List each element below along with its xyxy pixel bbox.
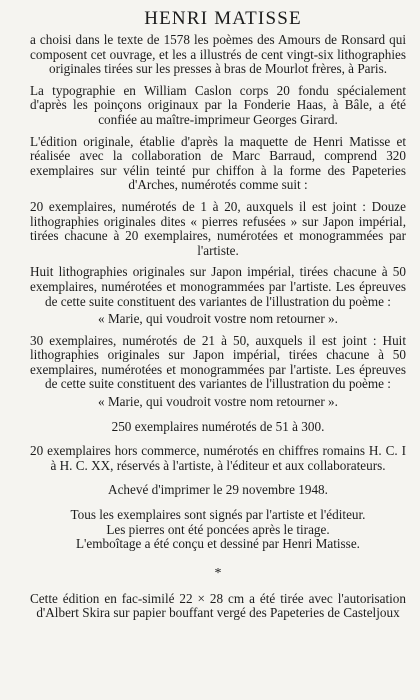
page-title: HENRI MATISSE [144,8,302,29]
printing-date: Achevé d'imprimer le 29 novembre 1948. [108,482,328,498]
signature-note: Tous les exemplaires sont signés par l'artiste et l'éditeur. [70,507,366,523]
paragraph-copies-51-300: 250 exemplaires numérotés de 51 à 300. [111,418,325,434]
facsimile-note: Cette édition en fac-similé 22 × 28 cm a été tirée avec l'autorisation d'Albert Skira sur papier bouffant vergé des Papeteries de Casteljoux [30,590,406,621]
slipcase-note: L'emboîtage a été conçu et dessiné par Henri Matisse. [76,536,360,552]
paragraph-hors-commerce: 20 exemplaires hors commerce, numérotés en chiffres romains H. C. I à H. C. XX, réservés à l'artiste, à l'éditeur et aux collaborateurs. [30,443,406,473]
paragraph-copies-1-20: 20 exemplaires, numérotés de 1 à 20, auxquels il est joint : Douze lithographies originales dites « pierres refusées » sur Japon impérial, tirées chacune à 20 exemplaires, numérotées et monogrammées par l'artiste. [30,198,406,258]
paragraph-original-edition: L'édition originale, établie d'après la maquette de Henri Matisse et réalisée avec la collaboration de Marc Barraud, comprend 320 exemplaires sur vélin teinté pur chiffon à la forme des Papeteries d'Arches, numérotés comme suit : [30,133,406,193]
stones-note: Les pierres ont été poncées après le tirage. [106,521,330,537]
separator-asterisk: * [214,565,222,581]
poem-quote: « Marie, qui voudroit vostre nom retourner ». [98,311,338,327]
paragraph-lithographs-suite: Huit lithographies originales sur Japon impérial, tirées chacune à 50 exemplaires, numérotées et monogrammées par l'artiste. Les épreuves de cette suite constituent des variantes de l'illustration du poème : [30,264,406,309]
poem-quote-2: « Marie, qui voudroit vostre nom retourner ». [98,394,338,410]
paragraph-typography: La typographie en William Caslon corps 20 fondu spécialement d'après les poinçons originaux par la Fonderie Haas, à Bâle, a été confiée au maître-imprimeur Georges Girard. [30,82,406,127]
paragraph-illustration: a choisi dans le texte de 1578 les poèmes des Amours de Ronsard qui composent cet ouvrage, et les a illustrés de cent vingt-six lithographies originales tirées sur les presses à bras de Mourlot frères, à Paris. [30,32,406,77]
paragraph-copies-21-50: 30 exemplaires, numérotés de 21 à 50, auxquels il est joint : Huit lithographies originales sur Japon impérial, tirées chacune à 50 exemplaires, numérotées et monogrammées par l'artiste. Les épreuves de cette suite constituent des variantes de l'illustration du poème : [30,332,406,392]
